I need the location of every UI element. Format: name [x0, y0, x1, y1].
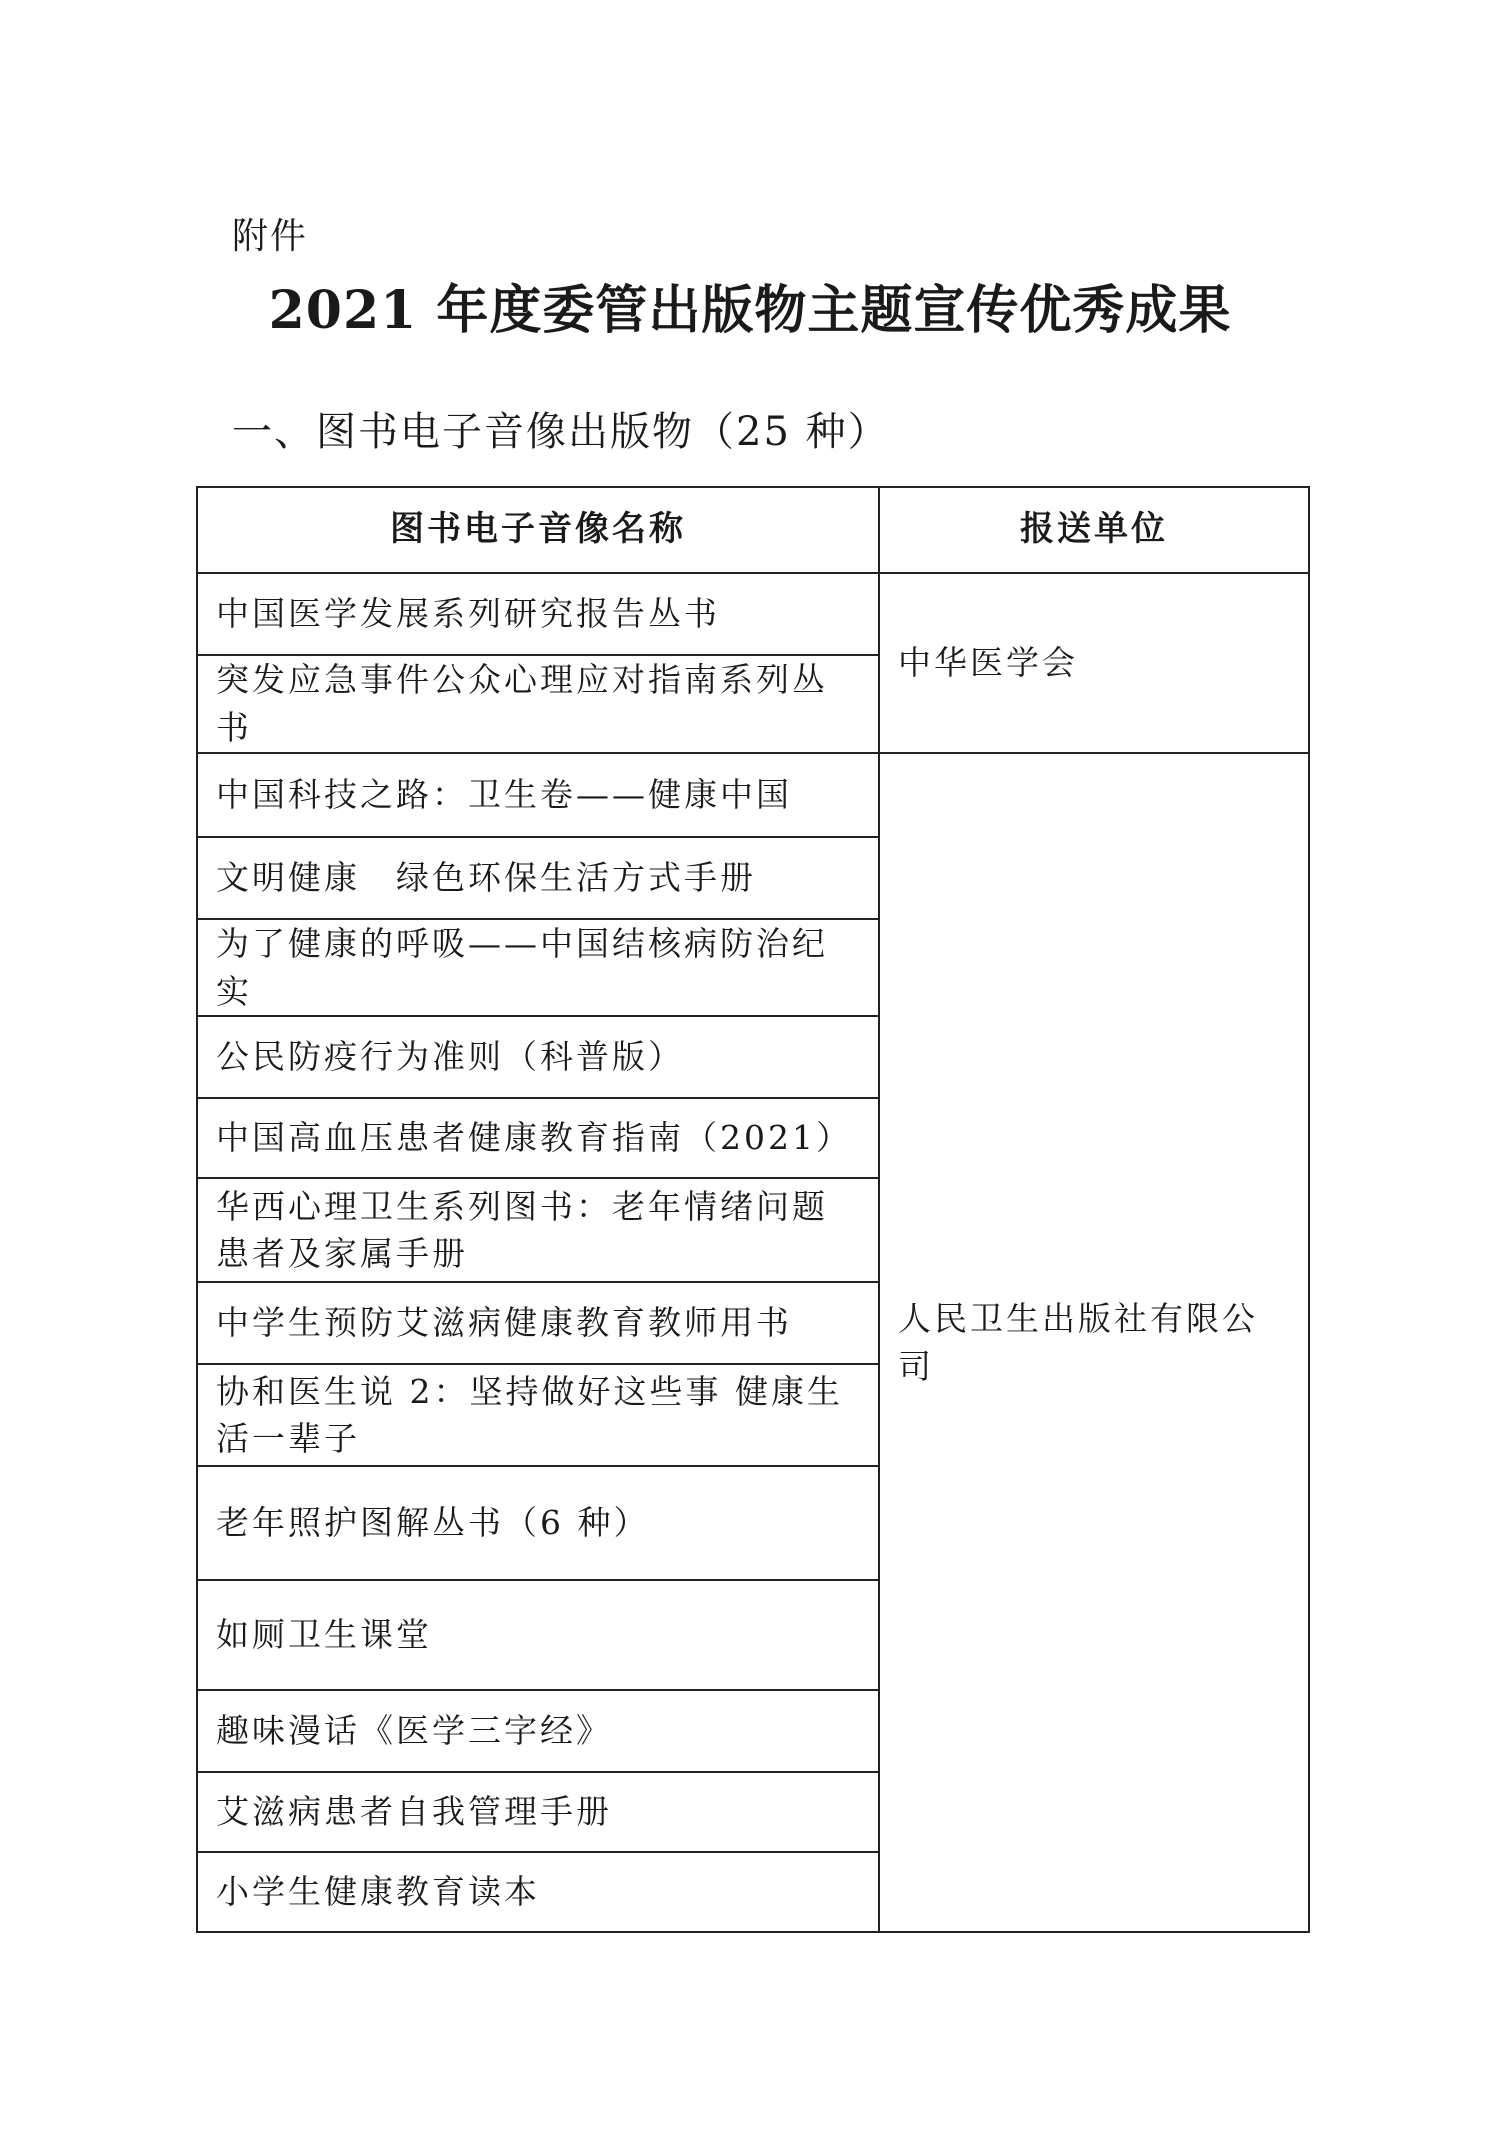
publications-table — [196, 486, 1310, 1933]
submitting-unit: 中华医学会 — [879, 573, 1309, 753]
publication-name: 中国高血压患者健康教育指南（2021） — [197, 1098, 879, 1178]
publication-name: 突发应急事件公众心理应对指南系列丛书 — [197, 655, 879, 753]
publication-name: 中国医学发展系列研究报告丛书 — [197, 573, 879, 655]
publication-name: 如厕卫生课堂 — [197, 1580, 879, 1690]
publication-name: 老年照护图解丛书（6 种） — [197, 1466, 879, 1580]
document-title: 2021 年度委管出版物主题宣传优秀成果 — [268, 280, 1232, 341]
publication-name: 文明健康 绿色环保生活方式手册 — [197, 837, 879, 919]
submitting-unit: 人民卫生出版社有限公司 — [879, 753, 1309, 1933]
publication-name: 华西心理卫生系列图书：老年情绪问题患者及家属手册 — [197, 1178, 879, 1282]
publication-name: 中学生预防艾滋病健康教育教师用书 — [197, 1282, 879, 1364]
table-row — [197, 753, 1309, 837]
header-name: 图书电子音像名称 — [197, 487, 879, 573]
attachment-label: 附件 — [232, 216, 309, 257]
publication-name: 趣味漫话《医学三字经》 — [197, 1690, 879, 1772]
section-heading: 一、图书电子音像出版物（25 种） — [232, 409, 890, 455]
publication-name: 中国科技之路：卫生卷——健康中国 — [197, 753, 879, 837]
table-header-row — [197, 487, 1309, 573]
publication-name: 小学生健康教育读本 — [197, 1852, 879, 1932]
publication-name: 为了健康的呼吸——中国结核病防治纪实 — [197, 919, 879, 1017]
table-row — [197, 573, 1309, 655]
header-unit: 报送单位 — [879, 487, 1309, 573]
publication-name: 公民防疫行为准则（科普版） — [197, 1016, 879, 1098]
publication-name: 艾滋病患者自我管理手册 — [197, 1772, 879, 1852]
publication-name: 协和医生说 2：坚持做好这些事 健康生活一辈子 — [197, 1364, 879, 1466]
